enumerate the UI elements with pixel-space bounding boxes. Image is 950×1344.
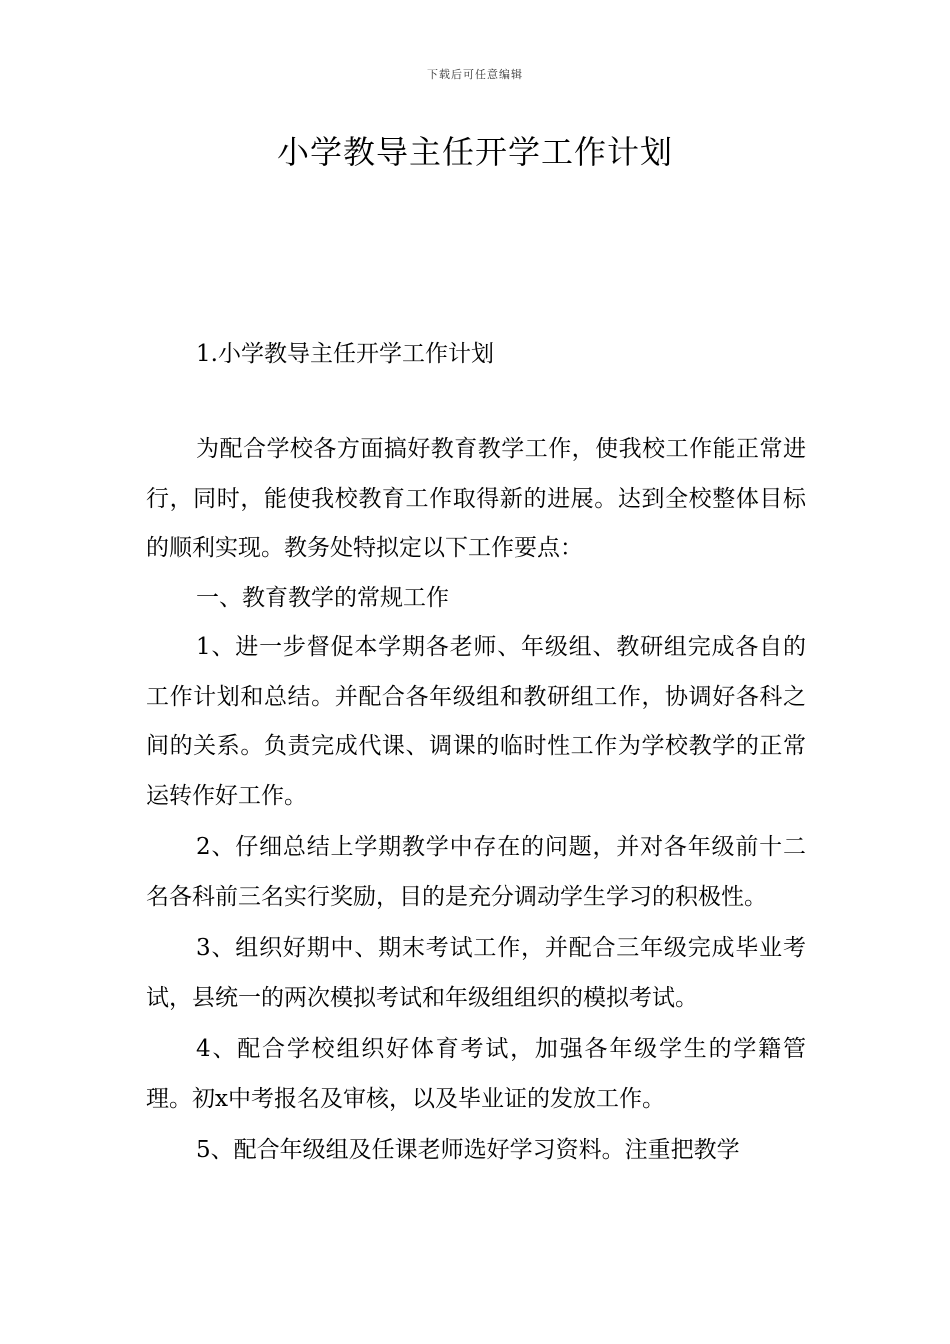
paragraph-item-3: 3、组织好期中、期末考试工作，并配合三年级完成毕业考试，县统一的两次模拟考试和年级组组织的模拟考试。 bbox=[146, 935, 806, 1011]
paragraph-intro: 为配合学校各方面搞好教育教学工作，使我校工作能正常进行，同时，能使我校教育工作取得新的进展。达到全校整体目标的顺利实现。教务处特拟定以下工作要点： bbox=[146, 436, 806, 561]
paragraph-item-5: 5、配合年级组及任课老师选好学习资料。注重把教学 bbox=[196, 1137, 740, 1163]
document-title: 小学教导主任开学工作计划 bbox=[276, 133, 673, 171]
document-body bbox=[146, 425, 806, 1176]
paragraph-item-2: 2、仔细总结上学期教学中存在的问题，并对各年级前十二名各科前三名实行奖励，目的是充分调动学生学习的积极性。 bbox=[146, 834, 806, 910]
page-header-note: 下载后可任意编辑 bbox=[427, 68, 523, 81]
paragraph-item-4: 4、配合学校组织好体育考试，加强各年级学生的学籍管理。初x中考报名及审核，以及毕业证的发放工作。 bbox=[146, 1036, 806, 1112]
section-heading: 1.小学教导主任开学工作计划 bbox=[196, 341, 494, 367]
paragraph-section-one-heading: 一、教育教学的常规工作 bbox=[196, 584, 449, 611]
paragraph-item-1: 1、进一步督促本学期各老师、年级组、教研组完成各自的工作计划和总结。并配合各年级组和教研组工作，协调好各科之间的关系。负责完成代课、调课的临时性工作为学校教学的正常运转作好工作。 bbox=[146, 634, 806, 809]
